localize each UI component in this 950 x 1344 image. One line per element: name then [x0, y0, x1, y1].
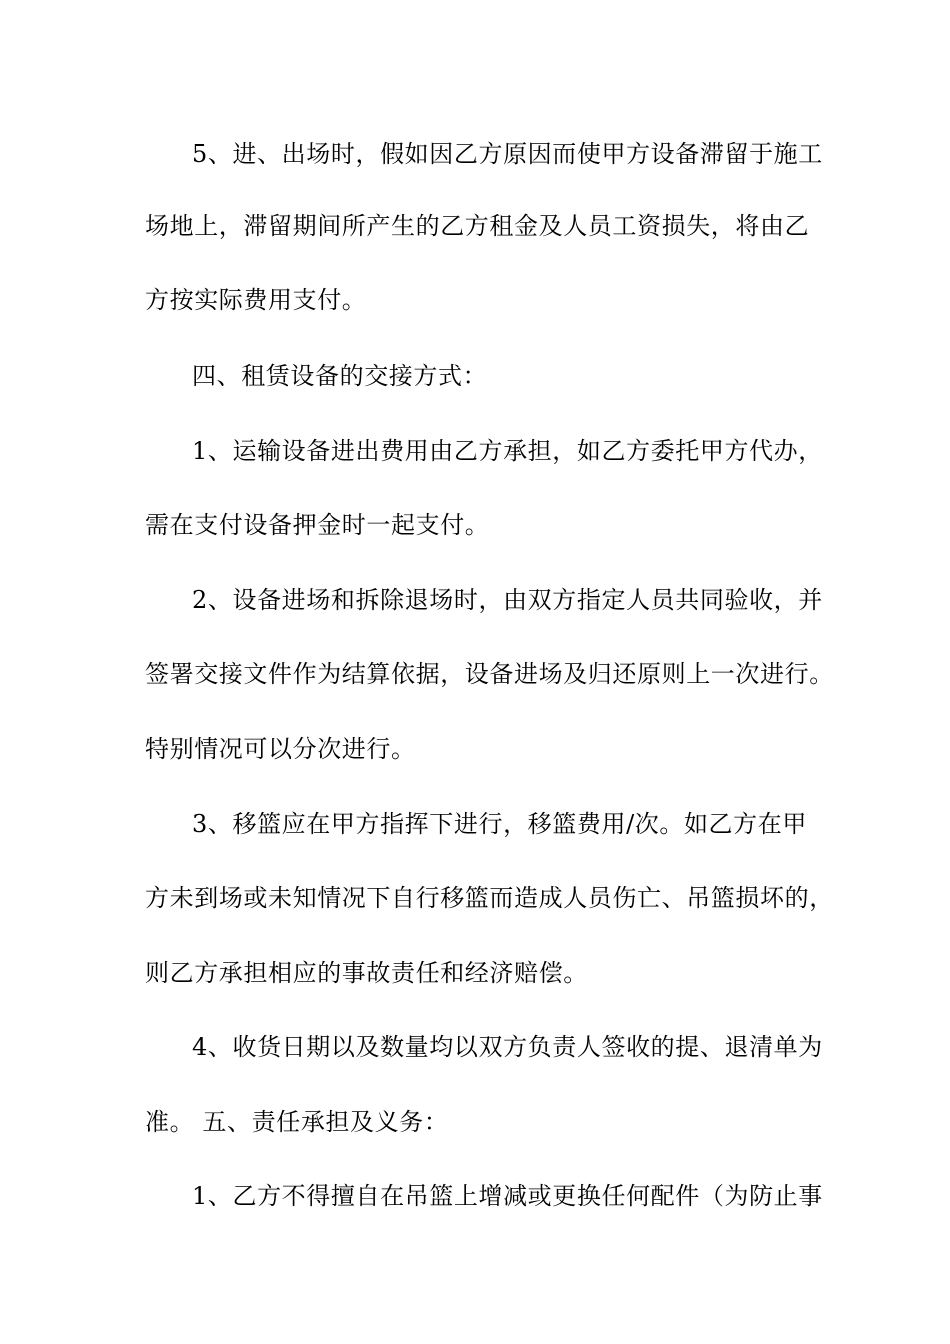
paragraph-line: 3、移篮应在甲方指挥下进行，移篮费用/次。如乙方在甲 — [192, 810, 807, 838]
paragraph-line: 准。 五、责任承担及义务： — [145, 1108, 449, 1136]
paragraph-line: 场地上，滞留期间所产生的乙方租金及人员工资损失，将由乙 — [145, 212, 810, 240]
section-heading: 四、租赁设备的交接方式： — [192, 362, 488, 390]
paragraph-line: 2、设备进场和拆除退场时，由双方指定人员共同验收，并 — [192, 586, 823, 614]
paragraph-line: 方未到场或未知情况下自行移篮而造成人员伤亡、吊篮损坏的， — [145, 884, 834, 912]
paragraph-line: 4、收货日期以及数量均以双方负责人签收的提、退清单为 — [192, 1033, 823, 1061]
paragraph-line: 方按实际费用支付。 — [145, 286, 367, 314]
paragraph-line: 则乙方承担相应的事故责任和经济赔偿。 — [145, 959, 588, 987]
paragraph-line: 需在支付设备押金时一起支付。 — [145, 511, 490, 539]
paragraph-line: 1、乙方不得擅自在吊篮上增减或更换任何配件（为防止事 — [192, 1182, 823, 1210]
paragraph-line: 1、运输设备进出费用由乙方承担，如乙方委托甲方代办， — [192, 437, 823, 465]
paragraph-line: 5、进、出场时，假如因乙方原因而使甲方设备滞留于施工 — [192, 140, 823, 168]
paragraph-line: 签署交接文件作为结算依据，设备进场及归还原则上一次进行。 — [145, 660, 834, 688]
paragraph-line: 特别情况可以分次进行。 — [145, 735, 416, 763]
